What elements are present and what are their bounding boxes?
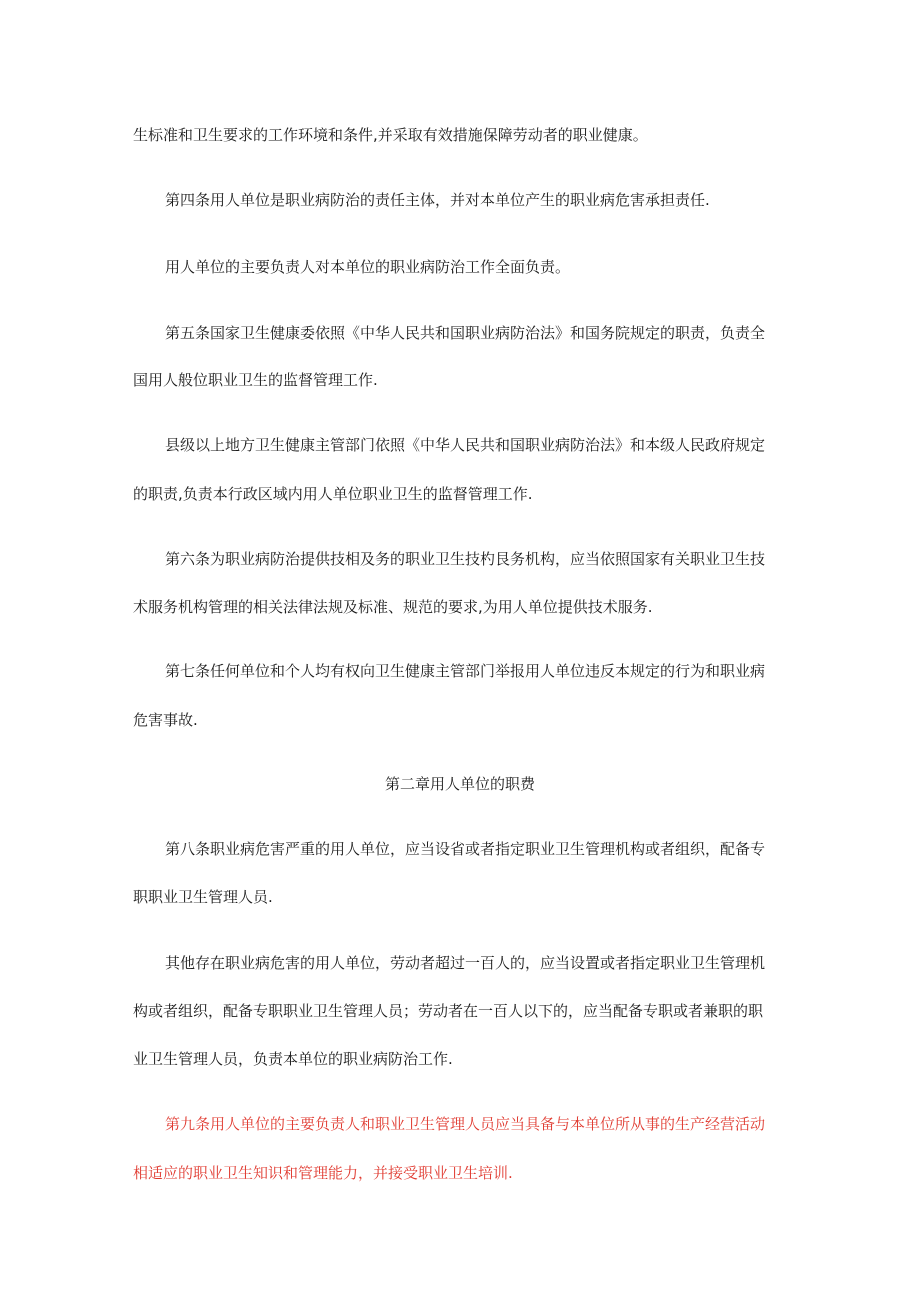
highlighted-paragraph-line: 第九条用人单位的主要负责人和职业卫生管理人员应当具备与本单位所从事的生产经营活动	[165, 1115, 766, 1133]
paragraph-line: 术服务机构管理的相关法律法规及标准、规范的要求,为用人单位提供技术服务.	[133, 598, 653, 616]
paragraph-line: 危害事故.	[133, 711, 198, 729]
paragraph-line: 第七条任何单位和个人均有权向卫生健康主管部门举报用人单位违反本规定的行为和职业病	[165, 662, 766, 680]
highlighted-paragraph-line: 相适应的职业卫生知识和管理能力，并接受职业卫生培训.	[133, 1164, 513, 1182]
paragraph-line: 第五条国家卫生健康委依照《中华人民共和国职业病防治法》和国务院规定的职责，负责全	[165, 324, 766, 342]
paragraph-line: 国用人般位职业卫生的监督管理工作.	[133, 371, 378, 389]
paragraph-line: 其他存在职业病危害的用人单位，劳动者超过一百人的，应当设置或者指定职业卫生管理机	[165, 954, 766, 972]
paragraph-line: 用人单位的主要负责人对本单位的职业病防治工作全面负责。	[165, 258, 571, 276]
paragraph-line: 的职责,负责本行政区域内用人单位职业卫生的监督管理工作.	[133, 485, 533, 503]
paragraph-line: 第四条用人单位是职业病防治的责任主体，并对本单位产生的职业病危害承担责任.	[165, 191, 710, 209]
paragraph-line: 县级以上地方卫生健康主管部门依照《中华人民共和国职业病防治法》和本级人民政府规定	[165, 436, 766, 454]
paragraph-line: 职职业卫生管理人员.	[133, 888, 273, 906]
paragraph-line: 业卫生管理人员，负责本单位的职业病防治工作.	[133, 1050, 453, 1068]
paragraph-line: 第八条职业病危害严重的用人单位，应当设省或者指定职业卫生管理机构或者组织，配备专	[165, 840, 766, 858]
paragraph-line: 生标准和卫生要求的工作环境和条件,并采取有效措施保障劳动者的职业健康。	[133, 126, 648, 144]
chapter-heading: 第二章用人单位的职费	[384, 775, 535, 793]
paragraph-line: 第六条为职业病防治提供技相及务的职业卫生技杓艮务机构，应当依照国家有关职业卫生技	[165, 550, 766, 568]
paragraph-line: 构或者组织，配备专职职业卫生管理人员；劳动者在一百人以下的，应当配备专职或者兼职的职	[133, 1002, 764, 1020]
